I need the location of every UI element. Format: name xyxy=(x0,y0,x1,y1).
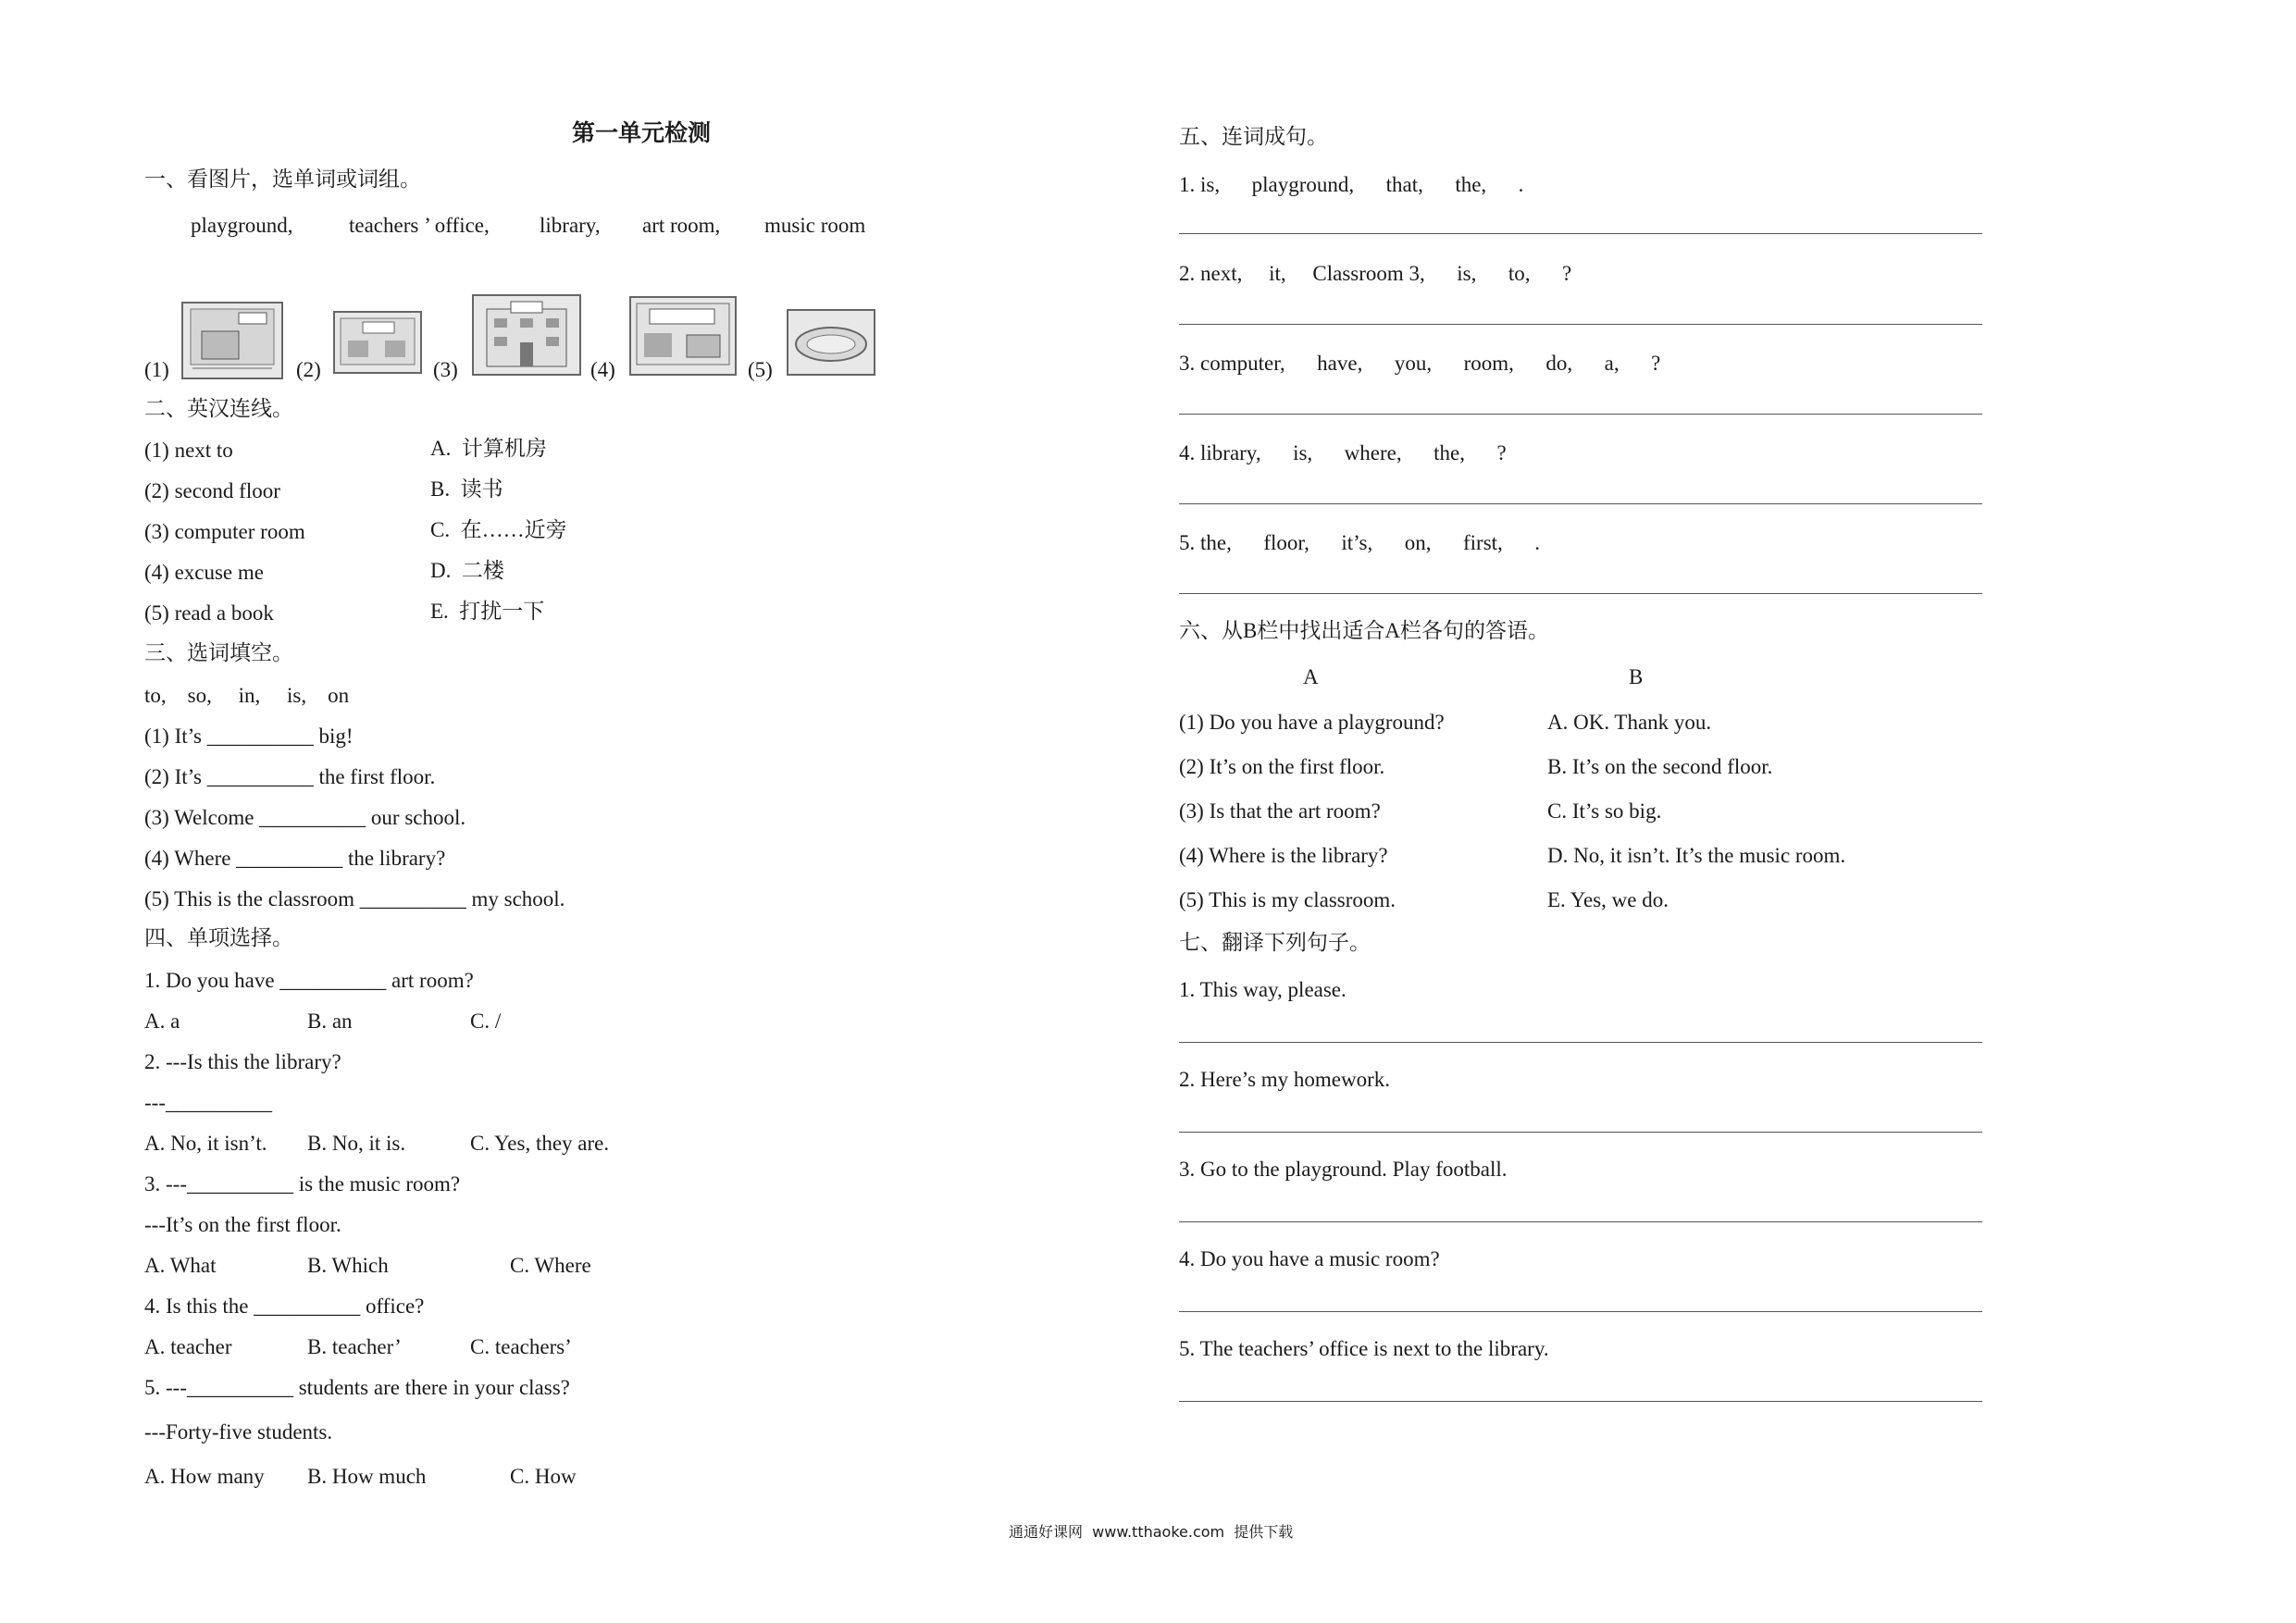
picture-label: (4) xyxy=(590,358,615,381)
building-picture-icon xyxy=(472,294,581,376)
word-order-item: 5. the, floor, it’s, on, first, . xyxy=(1179,531,1541,554)
option: A. What xyxy=(144,1254,217,1277)
word-bank: to, so, in, is, on xyxy=(144,684,350,707)
word-order-item: 4. library, is, where, the, ? xyxy=(1179,441,1507,465)
word-order-item: 3. computer, have, you, room, do, a, ? xyxy=(1179,352,1661,375)
option: B. an xyxy=(307,1010,353,1033)
option: B. No, it is. xyxy=(307,1132,406,1155)
answer-line[interactable] xyxy=(1179,1401,1982,1402)
answer-line[interactable] xyxy=(1179,503,1982,504)
room-picture-icon xyxy=(333,311,422,374)
option: C. teachers’ xyxy=(470,1335,572,1358)
picture-label: (1) xyxy=(144,358,169,381)
column-a-item: (4) Where is the library? xyxy=(1179,844,1388,867)
column-b-item: D. No, it isn’t. It’s the music room. xyxy=(1547,844,1846,867)
option: C. / xyxy=(470,1010,502,1033)
answer-line[interactable] xyxy=(1179,414,1982,415)
match-right-item: A. 计算机房 xyxy=(430,437,547,460)
column-a-header: A xyxy=(1303,665,1319,688)
picture-label: (2) xyxy=(296,358,321,381)
question-line: ---Forty-five students. xyxy=(144,1420,333,1443)
question-line: 5. ---__________ students are there in your class? xyxy=(144,1376,570,1399)
translate-item: 4. Do you have a music room? xyxy=(1179,1247,1440,1270)
question-line: ---__________ xyxy=(144,1091,272,1114)
section-5-heading: 五、连词成句。 xyxy=(1179,125,1328,148)
match-left-item: (3) computer room xyxy=(144,520,305,543)
answer-line[interactable] xyxy=(1179,233,1982,234)
translate-item: 5. The teachers’ office is next to the library. xyxy=(1179,1337,1549,1360)
translate-item: 1. This way, please. xyxy=(1179,978,1347,1001)
column-b-item: C. It’s so big. xyxy=(1547,799,1662,823)
option: C. How xyxy=(510,1465,577,1488)
fill-blank-item: (2) It’s __________ the first floor. xyxy=(144,765,436,788)
question-line: ---It’s on the first floor. xyxy=(144,1213,341,1236)
word-bank-item: music room xyxy=(764,214,866,237)
question-line: 2. ---Is this the library? xyxy=(144,1050,341,1073)
option: A. a xyxy=(144,1010,180,1033)
section-4-heading: 四、单项选择。 xyxy=(144,926,293,949)
column-b-item: E. Yes, we do. xyxy=(1547,888,1669,911)
fill-blank-item: (4) Where __________ the library? xyxy=(144,847,446,870)
column-b-header: B xyxy=(1629,665,1644,688)
picture-label: (5) xyxy=(748,358,773,381)
answer-line[interactable] xyxy=(1179,1221,1982,1222)
art-room-picture-icon xyxy=(629,296,737,376)
match-right-item: D. 二楼 xyxy=(430,559,504,582)
word-order-item: 2. next, it, Classroom 3, is, to, ? xyxy=(1179,262,1572,285)
option: A. teacher xyxy=(144,1335,232,1358)
answer-line[interactable] xyxy=(1179,1132,1982,1133)
option: B. How much xyxy=(307,1465,427,1488)
option: B. Which xyxy=(307,1254,389,1277)
word-bank-item: art room, xyxy=(642,214,721,237)
answer-line[interactable] xyxy=(1179,593,1982,594)
match-right-item: C. 在……近旁 xyxy=(430,518,567,541)
playground-picture-icon xyxy=(787,309,875,376)
column-b-item: A. OK. Thank you. xyxy=(1547,711,1712,734)
column-a-item: (5) This is my classroom. xyxy=(1179,888,1396,911)
classroom-picture-icon xyxy=(181,302,283,379)
page-title: 第一单元检测 xyxy=(572,121,712,146)
answer-line[interactable] xyxy=(1179,324,1982,325)
word-bank-item: playground, xyxy=(191,214,293,237)
option: C. Yes, they are. xyxy=(470,1132,610,1155)
word-bank-item: library, xyxy=(540,214,601,237)
translate-item: 2. Here’s my homework. xyxy=(1179,1068,1391,1091)
answer-line[interactable] xyxy=(1179,1042,1982,1043)
section-3-heading: 三、选词填空。 xyxy=(144,641,293,664)
option: A. How many xyxy=(144,1465,265,1488)
translate-item: 3. Go to the playground. Play football. xyxy=(1179,1158,1508,1181)
match-left-item: (4) excuse me xyxy=(144,561,264,584)
match-right-item: E. 打扰一下 xyxy=(430,600,545,623)
column-b-item: B. It’s on the second floor. xyxy=(1547,755,1773,778)
match-left-item: (2) second floor xyxy=(144,479,280,502)
footer-credit: 通通好课网 www.tthaoke.com 提供下载 xyxy=(1009,1523,1294,1541)
section-7-heading: 七、翻译下列句子。 xyxy=(1179,931,1371,954)
question-line: 3. ---__________ is the music room? xyxy=(144,1172,461,1196)
column-a-item: (2) It’s on the first floor. xyxy=(1179,755,1385,778)
question-line: 1. Do you have __________ art room? xyxy=(144,969,474,992)
column-a-item: (1) Do you have a playground? xyxy=(1179,711,1445,734)
option: C. Where xyxy=(510,1254,591,1277)
picture-label: (3) xyxy=(433,358,458,381)
column-a-item: (3) Is that the art room? xyxy=(1179,799,1381,823)
section-6-heading: 六、从B栏中找出适合A栏各句的答语。 xyxy=(1179,619,1549,642)
fill-blank-item: (5) This is the classroom __________ my school. xyxy=(144,887,565,911)
match-left-item: (1) next to xyxy=(144,439,233,462)
fill-blank-item: (3) Welcome __________ our school. xyxy=(144,806,466,829)
fill-blank-item: (1) It’s __________ big! xyxy=(144,725,354,748)
answer-line[interactable] xyxy=(1179,1311,1982,1312)
word-bank-item: teachers ’ office, xyxy=(349,214,490,237)
question-line: 4. Is this the __________ office? xyxy=(144,1295,425,1318)
word-order-item: 1. is, playground, that, the, . xyxy=(1179,173,1524,196)
match-right-item: B. 读书 xyxy=(430,477,503,501)
match-left-item: (5) read a book xyxy=(144,601,274,625)
option: B. teacher’ xyxy=(307,1335,402,1358)
section-1-heading: 一、看图片，选单词或词组。 xyxy=(144,167,421,191)
option: A. No, it isn’t. xyxy=(144,1132,267,1155)
section-2-heading: 二、英汉连线。 xyxy=(144,397,293,420)
